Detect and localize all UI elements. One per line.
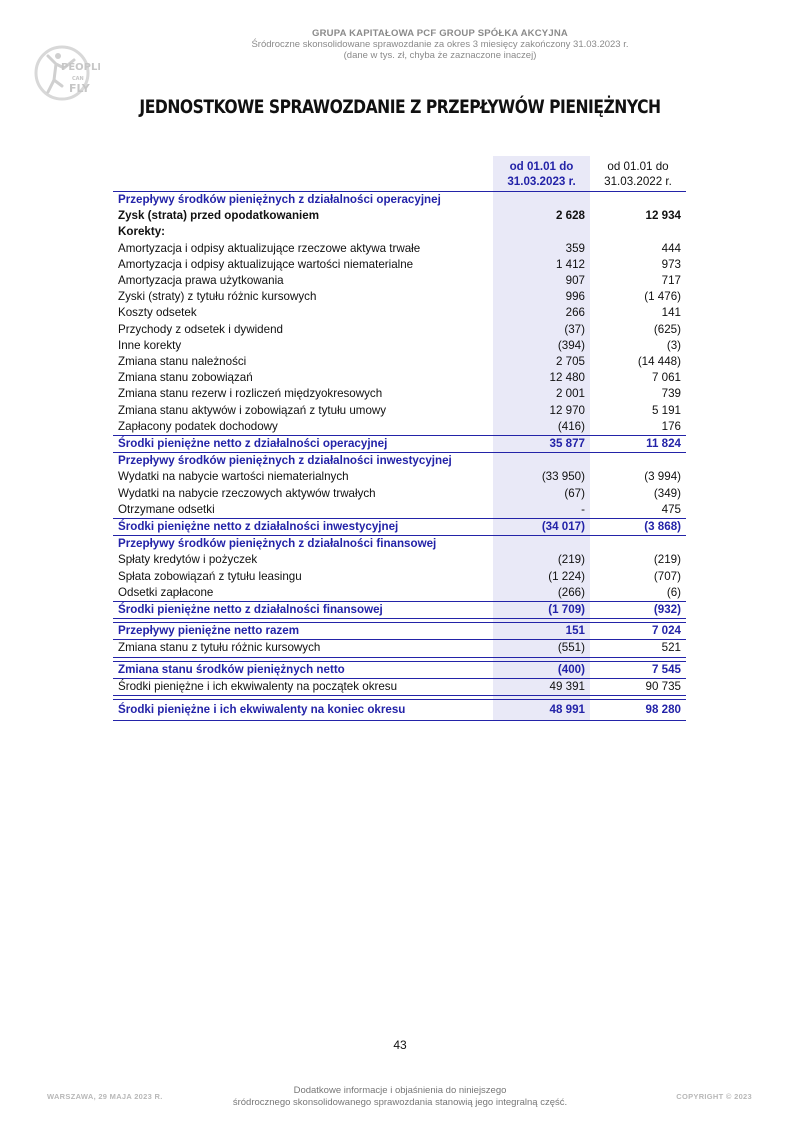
header-prior-line2: 31.03.2022 r. bbox=[604, 175, 672, 188]
row-value-current: 266 bbox=[493, 305, 590, 321]
page-title: JEDNOSTKOWE SPRAWOZDANIE Z PRZEPŁYWÓW PIENIĘŻNYCH bbox=[139, 96, 661, 118]
row-value-prior bbox=[590, 453, 686, 470]
row-value-current: 35 877 bbox=[493, 436, 590, 453]
table-row bbox=[113, 403, 686, 419]
table-row bbox=[113, 502, 686, 519]
row-value-prior bbox=[590, 536, 686, 553]
row-value-current: (33 950) bbox=[493, 469, 590, 485]
header-label-cell bbox=[113, 156, 493, 192]
table-row bbox=[113, 486, 686, 502]
row-value-prior: 12 934 bbox=[645, 209, 681, 223]
table-header-row bbox=[113, 156, 686, 192]
row-label: Zmiana stanu środków pieniężnych netto bbox=[113, 661, 493, 678]
row-value-prior: 475 bbox=[661, 502, 681, 516]
company-name: GRUPA KAPITAŁOWA PCF GROUP SPÓŁKA AKCYJNA bbox=[312, 28, 568, 39]
row-value-current: (400) bbox=[493, 661, 590, 678]
total-row bbox=[113, 661, 686, 678]
table-row bbox=[113, 354, 686, 370]
row-value-prior: 7 024 bbox=[590, 623, 686, 640]
row-value-current: 151 bbox=[493, 623, 590, 640]
table-row bbox=[113, 419, 686, 436]
row-label: Amortyzacja i odpisy aktualizujące wartości niematerialne bbox=[118, 257, 414, 271]
row-value-current: (67) bbox=[493, 486, 590, 502]
table-row bbox=[113, 322, 686, 338]
row-value-current: (266) bbox=[493, 585, 590, 602]
row-value-prior: (3 868) bbox=[590, 519, 686, 536]
row-label: Zapłacony podatek dochodowy bbox=[118, 419, 278, 433]
footer-date: WARSZAWA, 29 MAJA 2023 R. bbox=[47, 1092, 163, 1101]
document-header bbox=[0, 28, 800, 61]
header-prior-line1: od 01.01 do bbox=[607, 160, 669, 173]
table-row bbox=[113, 585, 686, 602]
row-value-prior: 521 bbox=[590, 640, 686, 657]
cash-flow-table bbox=[113, 156, 686, 721]
row-value-prior: 7 061 bbox=[651, 371, 681, 385]
section-header-row bbox=[113, 536, 686, 553]
row-value-prior: 973 bbox=[661, 257, 681, 271]
row-value-current: (394) bbox=[493, 338, 590, 354]
row-label: Koszty odsetek bbox=[118, 306, 197, 320]
total-row bbox=[113, 602, 686, 619]
row-value-prior: (6) bbox=[666, 585, 681, 599]
row-label: Amortyzacja i odpisy aktualizujące rzeczowe aktywa trwałe bbox=[118, 241, 421, 255]
table-row bbox=[113, 469, 686, 485]
row-label: Zmiana stanu rezerw i rozliczeń międzyokresowych bbox=[118, 387, 383, 401]
table-row bbox=[113, 273, 686, 289]
logo-text-can: CAN bbox=[72, 76, 84, 82]
row-value-prior: 717 bbox=[661, 274, 681, 288]
total-row bbox=[113, 436, 686, 453]
footer-copyright: COPYRIGHT © 2023 bbox=[676, 1092, 752, 1101]
row-label: Amortyzacja prawa użytkowania bbox=[118, 274, 284, 288]
row-value-current: 1 412 bbox=[493, 257, 590, 273]
row-value-current bbox=[493, 224, 590, 240]
row-value-current bbox=[493, 536, 590, 553]
row-label: Przychody z odsetek i dywidend bbox=[118, 322, 283, 336]
page-number: 43 bbox=[393, 1038, 407, 1052]
row-value-prior: 5 191 bbox=[651, 403, 681, 417]
row-value-prior: (707) bbox=[653, 569, 681, 583]
row-label: Przepływy środków pieniężnych z działalności inwestycyjnej bbox=[118, 454, 452, 468]
row-label: Przepływy środków pieniężnych z działalności finansowej bbox=[118, 537, 437, 551]
footer-note-line2: śródrocznego skonsolidowanego sprawozdania stanowią jego integralną część. bbox=[232, 1096, 568, 1108]
row-value-current: 359 bbox=[493, 241, 590, 257]
header-current-period bbox=[493, 156, 590, 192]
row-label: Zmiana stanu zobowiązań bbox=[118, 371, 253, 385]
row-value-current bbox=[493, 192, 590, 209]
table-row bbox=[113, 338, 686, 354]
row-value-current: (34 017) bbox=[493, 519, 590, 536]
row-value-current: - bbox=[493, 502, 590, 519]
row-label: Przepływy pieniężne netto razem bbox=[113, 623, 493, 640]
row-label: Środki pieniężne netto z działalności finansowej bbox=[113, 602, 493, 619]
row-value-current: 48 991 bbox=[493, 700, 590, 721]
table-row bbox=[113, 386, 686, 402]
row-label: Zyski (straty) z tytułu różnic kursowych bbox=[118, 290, 317, 304]
row-value-prior: 739 bbox=[661, 387, 681, 401]
header-current-line2: 31.03.2023 r. bbox=[507, 175, 576, 188]
row-value-current: (1 224) bbox=[493, 569, 590, 585]
section-header-row bbox=[113, 453, 686, 470]
table-row bbox=[113, 552, 686, 568]
row-label: Otrzymane odsetki bbox=[118, 502, 215, 516]
row-label: Środki pieniężne netto z działalności operacyjnej bbox=[113, 436, 493, 453]
row-value-prior: (3 994) bbox=[644, 470, 681, 484]
row-value-current: 2 628 bbox=[493, 208, 590, 224]
total-row bbox=[113, 700, 686, 721]
row-value-prior: 176 bbox=[661, 419, 681, 433]
row-label: Zmiana stanu z tytułu różnic kursowych bbox=[113, 640, 493, 657]
header-current-line1: od 01.01 do bbox=[509, 160, 574, 173]
table-row bbox=[113, 678, 686, 695]
row-value-prior: (625) bbox=[653, 322, 681, 336]
row-value-prior: (1 476) bbox=[644, 290, 681, 304]
header-prior-period bbox=[590, 156, 686, 192]
row-value-current bbox=[493, 453, 590, 470]
row-label: Inne korekty bbox=[118, 338, 182, 352]
logo-text-people: PEOPLE bbox=[61, 62, 100, 73]
row-label: Spłaty kredytów i pożyczek bbox=[118, 553, 258, 567]
row-value-prior bbox=[590, 224, 686, 240]
table-row bbox=[113, 289, 686, 305]
row-value-prior: (219) bbox=[653, 553, 681, 567]
row-value-current: 907 bbox=[493, 273, 590, 289]
row-value-prior: 7 545 bbox=[590, 661, 686, 678]
row-value-prior: 444 bbox=[661, 241, 681, 255]
table-row bbox=[113, 224, 686, 240]
table-row bbox=[113, 569, 686, 585]
row-label: Środki pieniężne i ich ekwiwalenty na początek okresu bbox=[113, 678, 493, 695]
row-value-prior: 90 735 bbox=[590, 678, 686, 695]
table-row bbox=[113, 241, 686, 257]
logo-text-fly: FLY bbox=[69, 82, 90, 95]
row-value-prior: (14 448) bbox=[637, 355, 681, 369]
section-header-row bbox=[113, 192, 686, 209]
row-value-current: 996 bbox=[493, 289, 590, 305]
row-label: Zmiana stanu aktywów i zobowiązań z tytułu umowy bbox=[118, 403, 387, 417]
total-row bbox=[113, 623, 686, 640]
row-value-current: (219) bbox=[493, 552, 590, 568]
row-label: Przepływy środków pieniężnych z działalności operacyjnej bbox=[118, 193, 441, 206]
total-row bbox=[113, 519, 686, 536]
row-value-current: (37) bbox=[493, 322, 590, 338]
row-value-prior: 11 824 bbox=[590, 436, 686, 453]
table-row bbox=[113, 640, 686, 657]
table-row bbox=[113, 305, 686, 321]
row-value-current: 49 391 bbox=[493, 678, 590, 695]
footer-note-line1: Dodatkowe informacje i objaśnienia do niniejszego bbox=[293, 1085, 507, 1096]
row-value-current: 2 705 bbox=[493, 354, 590, 370]
row-value-current: (551) bbox=[493, 640, 590, 657]
row-value-prior: (349) bbox=[653, 486, 681, 500]
row-value-current: (416) bbox=[493, 419, 590, 436]
row-value-prior bbox=[590, 192, 686, 209]
row-value-current: 2 001 bbox=[493, 386, 590, 402]
row-value-prior: 98 280 bbox=[590, 700, 686, 721]
row-label: Zysk (strata) przed opodatkowaniem bbox=[118, 209, 319, 223]
row-value-current: 12 480 bbox=[493, 370, 590, 386]
row-label: Środki pieniężne i ich ekwiwalenty na koniec okresu bbox=[113, 700, 493, 721]
row-label: Środki pieniężne netto z działalności inwestycyjnej bbox=[113, 519, 493, 536]
row-value-current: (1 709) bbox=[493, 602, 590, 619]
row-value-prior: (932) bbox=[590, 602, 686, 619]
row-label: Wydatki na nabycie wartości niematerialnych bbox=[118, 470, 349, 484]
table-row bbox=[113, 208, 686, 224]
row-label: Spłata zobowiązań z tytułu leasingu bbox=[118, 569, 302, 583]
row-label: Wydatki na nabycie rzeczowych aktywów trwałych bbox=[118, 486, 376, 500]
table-row bbox=[113, 370, 686, 386]
report-name: Śródroczne skonsolidowane sprawozdanie za okres 3 miesięcy zakończony 31.03.2023 r. bbox=[251, 39, 629, 50]
row-label: Korekty: bbox=[118, 225, 166, 239]
units-note: (dane w tys. zł, chyba że zaznaczone inaczej) bbox=[343, 50, 537, 61]
table-row bbox=[113, 257, 686, 273]
row-label: Zmiana stanu należności bbox=[118, 355, 247, 369]
row-value-current: 12 970 bbox=[493, 403, 590, 419]
row-value-prior: (3) bbox=[666, 338, 681, 352]
row-label: Odsetki zapłacone bbox=[118, 585, 214, 599]
row-value-prior: 141 bbox=[661, 306, 681, 320]
